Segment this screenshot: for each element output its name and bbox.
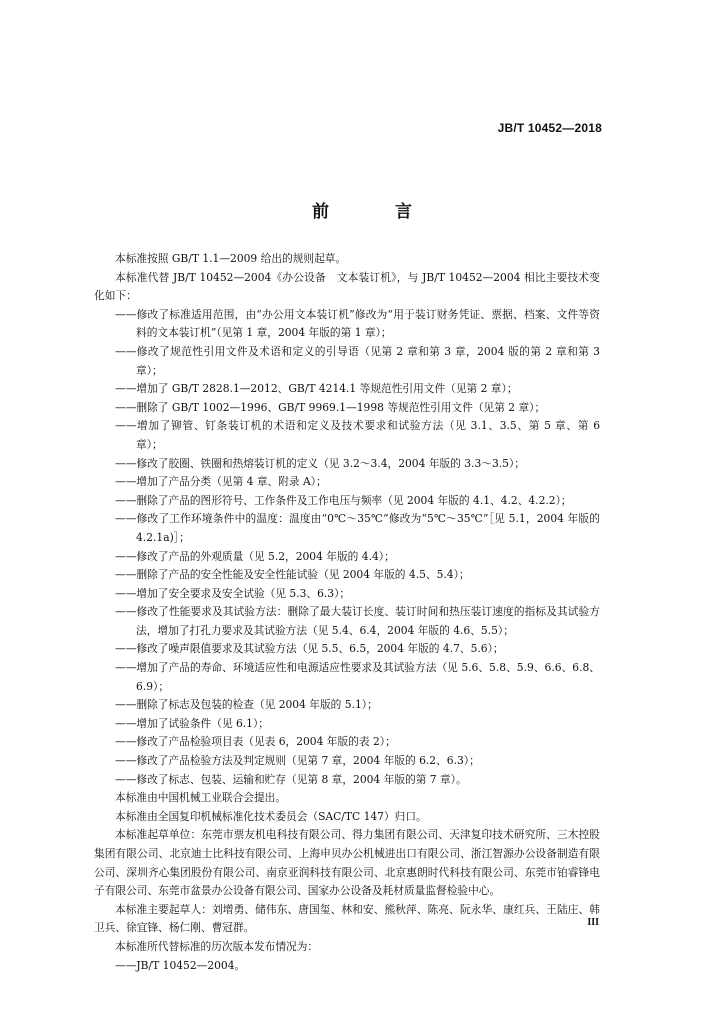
page-number: III [587, 917, 599, 928]
change-item: ——增加了 GB/T 2828.1—2012、GB/T 4214.1 等规范性引用文件（见第 2 章）； [115, 382, 518, 396]
page-title: 前 言 [312, 202, 442, 222]
change-item: ——增加了试验条件（见 6.1）； [115, 716, 269, 730]
paragraph-drafters: 本标准主要起草人：刘增勇、储伟东、唐国玺、林和安、熊秋萍、陈亮、阮永华、康红兵、王陆庄、韩卫兵、徐宜锋、杨仁刚、曹冠群。 [94, 902, 600, 935]
change-item: ——修改了标准适用范围，由“办公用文本装订机”修改为“用于装订财务凭证、票据、档案、文件等资料的文本装订机”（见第 1 章，2004 年版的第 1 章）； [115, 307, 600, 340]
change-item: ——修改了产品检验方法及判定规则（见第 7 章，2004 年版的 6.2、6.3）； [115, 754, 480, 768]
change-item: ——修改了工作环境条件中的温度：温度由“0℃～35℃”修改为“5℃～35℃”［见 5.1，2004 年版的 4.2.1a)］； [115, 512, 600, 544]
change-item: ——增加了安全要求及安全试验（见 5.3、6.3）； [115, 586, 351, 600]
paragraph-drafting-units: 本标准起草单位：东莞市票友机电科技有限公司、得力集团有限公司、天津复印技术研究所、三木控股集团有限公司、北京迪士比科技有限公司、上海申贝办公机械进出口有限公司、浙江智源办公设备制造有限公司、深圳齐心集团股份有限公司、南京亚润科技有限公司、北京惠朗时代科技有限公司、东莞市铂睿锋电子有限公司、东莞市盆景办公设备有限公司、国家办公设备及耗材质量监督检验中心。 [94, 828, 600, 898]
change-item: ——增加了产品分类（见第 4 章、附录 A）； [115, 475, 327, 489]
history-item: ——JB/T 10452—2004。 [115, 958, 246, 972]
change-item: ——修改了胶圈、铁圈和热熔装订机的定义（见 3.2～3.4，2004 年版的 3.3～3.5）； [115, 456, 525, 470]
paragraph-replacement: 本标准代替 JB/T 10452—2004《办公设备 文本装订机》，与 JB/T 10452—2004 相比主要技术变化如下： [94, 270, 600, 303]
paragraph-drafting-rules: 本标准按照 GB/T 1.1—2009 给出的规则起草。 [115, 252, 347, 265]
foreword-body [94, 250, 600, 975]
change-item: ——修改了产品的外观质量（见 5.2，2004 年版的 4.4）； [115, 549, 395, 563]
change-item: ——修改了噪声限值要求及其试验方法（见 5.5、6.5，2004 年版的 4.7、5.6）； [115, 642, 504, 656]
change-item: ——修改了标志、包装、运输和贮存（见第 8 章，2004 年版的第 7 章）。 [115, 772, 467, 786]
change-item: ——删除了 GB/T 1002—1996、GB/T 9969.1—1998 等规范性引用文件（见第 2 章）； [115, 400, 546, 414]
change-item: ——删除了产品的图形符号、工作条件及工作电压与频率（见 2004 年版的 4.1、4.2、4.2.2）； [115, 493, 572, 507]
change-item: ——删除了产品的安全性能及安全性能试验（见 2004 年版的 4.5、5.4）； [115, 568, 470, 582]
change-item: ——修改了性能要求及其试验方法：删除了最大装订长度、装订时间和热压装订速度的指标及其试验方法，增加了打孔力要求及其试验方法（见 5.4、6.4，2004 年版的 4.6、5.5）； [115, 605, 600, 637]
change-item: ——删除了标志及包装的检查（见 2004 年版的 5.1）； [115, 698, 378, 712]
paragraph-history-intro: 本标准所代替标准的历次版本发布情况为： [115, 939, 319, 953]
change-item: ——修改了规范性引用文件及术语和定义的引导语（见第 2 章和第 3 章，2004 版的第 2 章和第 3 章）； [115, 344, 600, 377]
paragraph-proposed-by: 本标准由中国机械工业联合会提出。 [115, 791, 287, 805]
change-item: ——增加了铆管、钉条装订机的术语和定义及技术要求和试验方法（见 3.1、3.5、第 5 章、第 6 章）； [115, 419, 600, 451]
change-item: ——修改了产品检验项目表（见表 6，2004 年版的表 2）； [115, 735, 396, 749]
paragraph-centralized-by: 本标准由全国复印机械标准化技术委员会（SAC/TC 147）归口。 [115, 809, 427, 823]
change-item: ——增加了产品的寿命、环境适应性和电源适应性要求及其试验方法（见 5.6、5.8、5.9、6.6、6.8、6.9）； [115, 661, 600, 693]
standard-code: JB/T 10452—2018 [497, 121, 602, 135]
